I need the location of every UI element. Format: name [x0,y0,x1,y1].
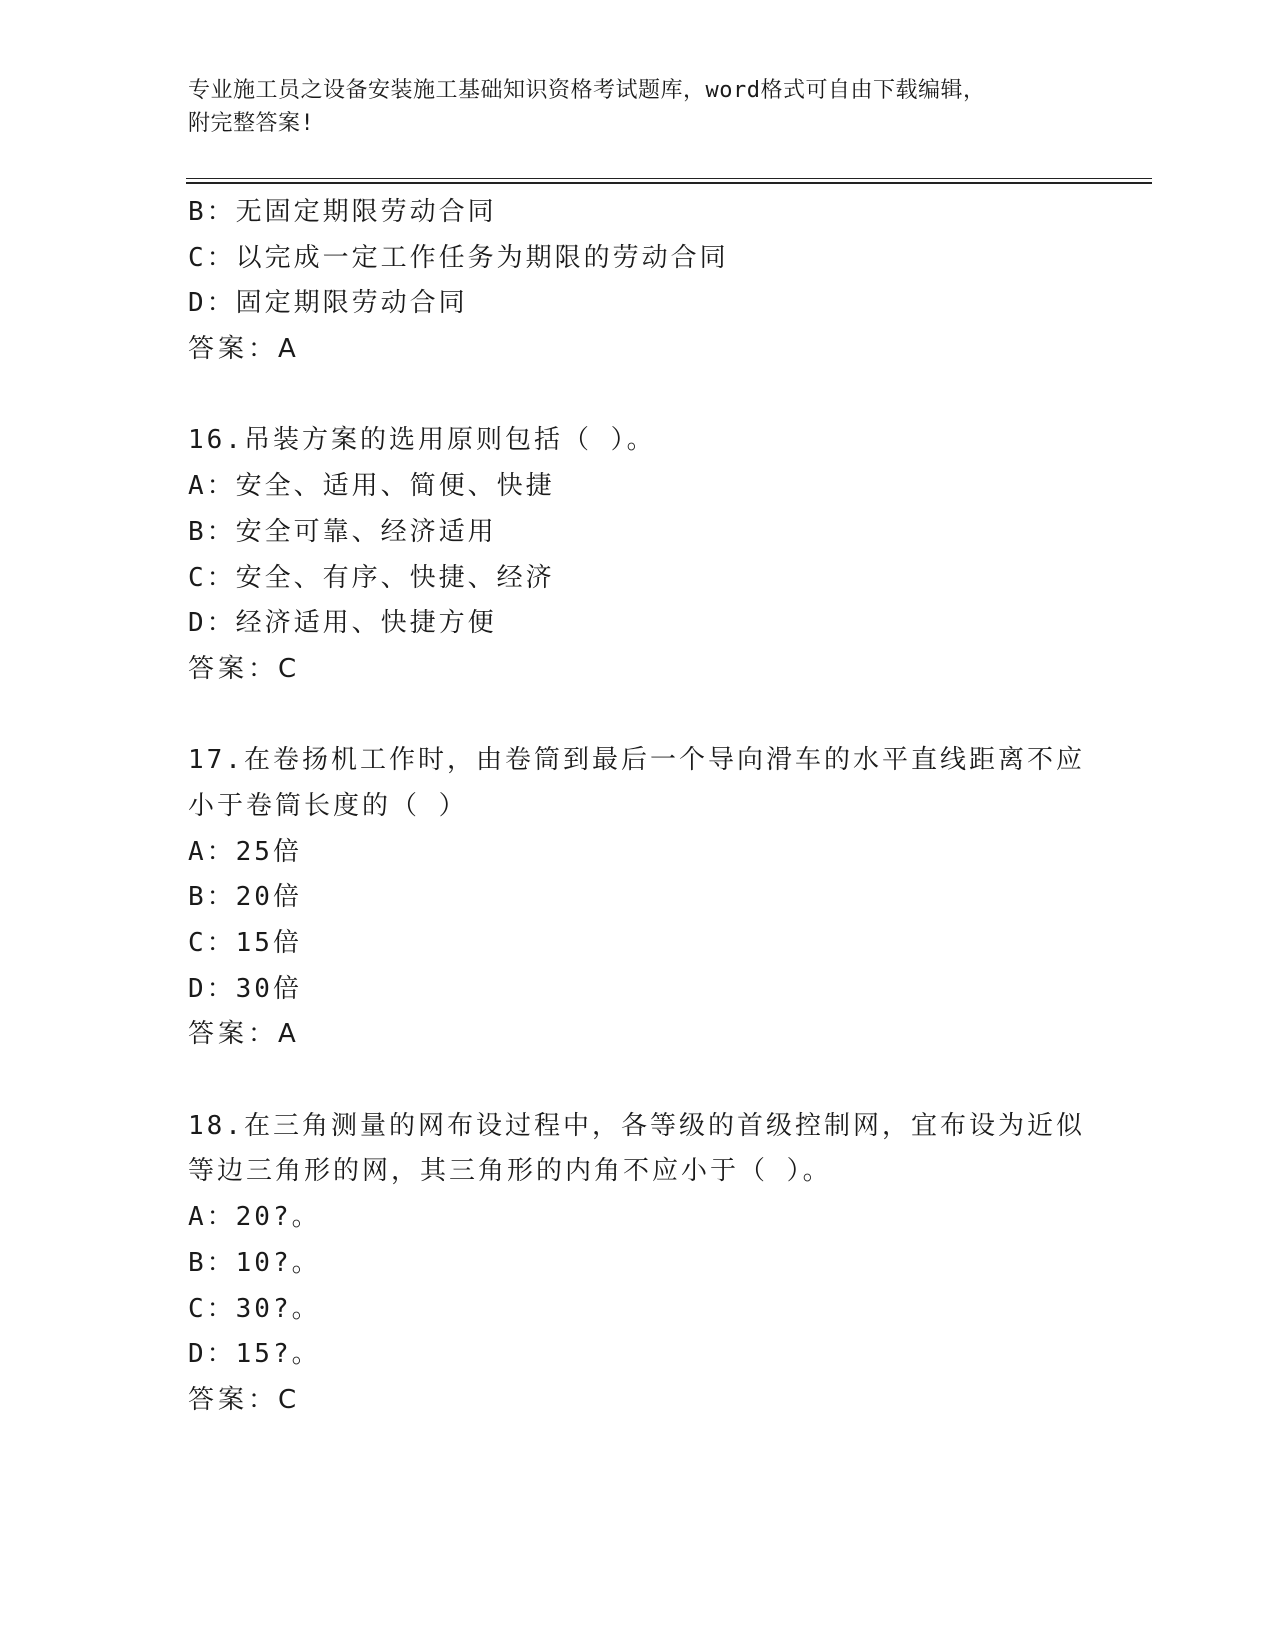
option-c: C：安全、有序、快捷、经济 [188,562,555,593]
question-stem: 18.在三角测量的网布设过程中，各等级的首级控制网，宜布设为近似 [188,1110,1085,1141]
option-b: B：无固定期限劳动合同 [188,197,497,227]
option-d: D：固定期限劳动合同 [188,288,468,319]
header-divider-thin [186,178,1152,179]
answer-line: 答案：A [188,1019,300,1050]
header-line-1: 专业施工员之设备安装施工基础知识资格考试题库，word格式可自由下载编辑， [188,78,986,103]
option-a: A：25倍 [188,836,302,867]
option-a: A：20?。 [188,1202,321,1233]
document-header [188,74,1068,140]
answer-line: 答案：A [188,334,300,365]
answer-line: 答案：C [188,1384,301,1415]
option-c: C：以完成一定工作任务为期限的劳动合同 [188,242,729,273]
question-stem: 17.在卷扬机工作时，由卷筒到最后一个导向滑车的水平直线距离不应 [188,745,1085,776]
option-b: B：安全可靠、经济适用 [188,516,497,547]
option-a: A：安全、适用、简便、快捷 [188,471,555,502]
option-d: D：15?。 [188,1339,321,1370]
option-d: D：经济适用、快捷方便 [188,608,497,639]
question-stem-continued: 等边三角形的网，其三角形的内角不应小于（ ）。 [188,1156,832,1187]
option-c: C：15倍 [188,928,302,958]
question-stem: 16.吊装方案的选用原则包括（ ）。 [188,425,656,456]
option-b: B：10?。 [188,1247,321,1278]
option-d: D：30倍 [188,973,302,1004]
question-stem-continued: 小于卷筒长度的（ ） [188,790,468,821]
option-b: B：20倍 [188,882,302,913]
header-divider-thick [186,182,1152,184]
question-list [188,190,1088,1424]
option-c: C：30?。 [188,1293,321,1324]
answer-line: 答案：C [188,653,301,684]
header-line-2: 附完整答案! [188,111,315,136]
